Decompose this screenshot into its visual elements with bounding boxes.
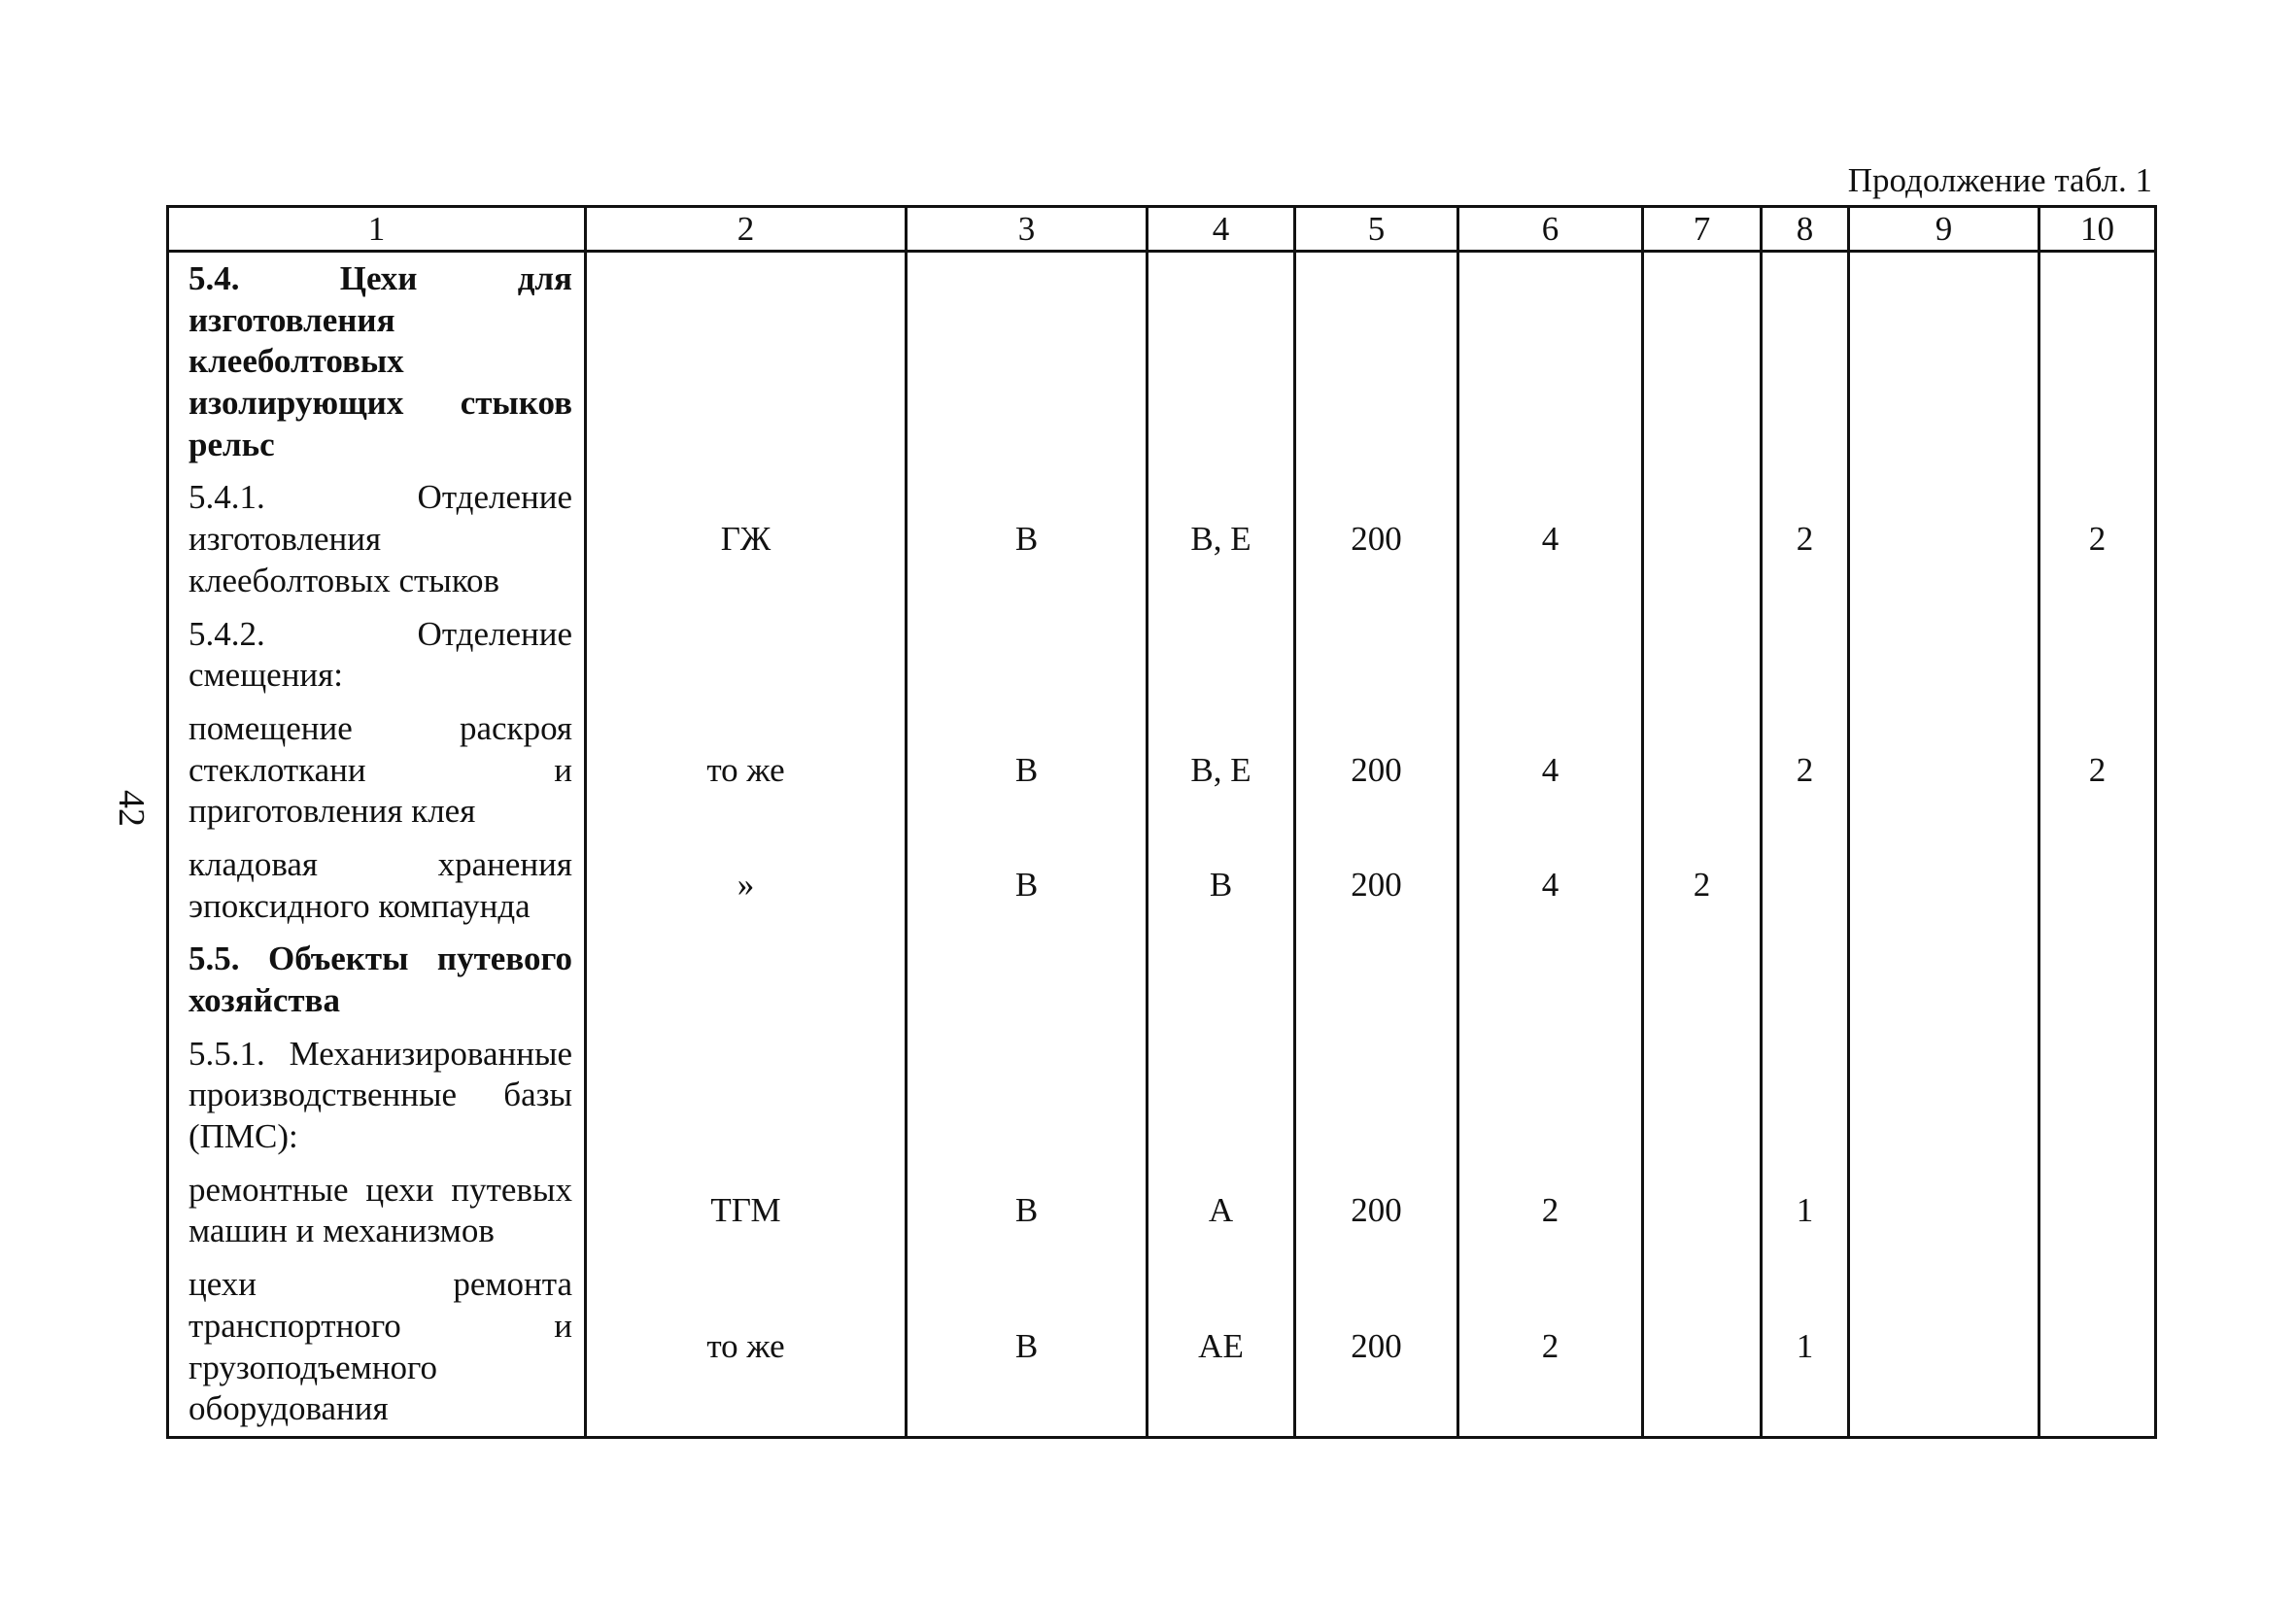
cell: 4 — [1458, 702, 1643, 838]
col-header-5: 5 — [1295, 207, 1458, 252]
cell: АЕ — [1148, 1258, 1295, 1437]
cell: В — [907, 1258, 1148, 1437]
table-row — [168, 933, 2156, 1027]
row-name-text: помещение раскроя стеклоткани и приготовления клея — [188, 708, 572, 831]
cell: то же — [586, 1258, 907, 1437]
col-header-10: 10 — [2039, 207, 2156, 252]
cell: 200 — [1295, 1258, 1458, 1437]
cell — [2039, 1258, 2156, 1437]
cell — [1643, 252, 1762, 472]
col-header-8: 8 — [1762, 207, 1849, 252]
table-row — [168, 1164, 2156, 1258]
col-header-1: 1 — [168, 207, 586, 252]
page-number: 42 — [111, 790, 152, 827]
cell: 200 — [1295, 702, 1458, 838]
row-name — [168, 252, 586, 472]
row-name — [168, 1258, 586, 1437]
row-name — [168, 471, 586, 607]
cell — [1148, 608, 1295, 702]
cell: 200 — [1295, 471, 1458, 607]
row-name-text: ремонтные цехи путевых машин и механизмов — [188, 1170, 572, 1250]
cell — [907, 933, 1148, 1027]
row-name-text: 5.4.1. Отделение изготовления клееболтовых стыков — [188, 478, 572, 599]
cell — [1643, 1258, 1762, 1437]
cell — [1148, 252, 1295, 472]
cell: В — [907, 1164, 1148, 1258]
cell: 2 — [1458, 1164, 1643, 1258]
cell: 2 — [1643, 838, 1762, 933]
cell — [586, 933, 907, 1027]
row-name — [168, 608, 586, 702]
cell: 2 — [1762, 702, 1849, 838]
cell: В — [907, 838, 1148, 933]
cell — [2039, 838, 2156, 933]
cell — [1762, 933, 1849, 1027]
table-row — [168, 838, 2156, 933]
cell: 2 — [2039, 471, 2156, 607]
row-name — [168, 702, 586, 838]
row-name-text: 5.5. Объекты путевого хозяйства — [188, 940, 572, 1019]
cell — [1643, 471, 1762, 607]
cell — [1458, 608, 1643, 702]
cell: В, Е — [1148, 471, 1295, 607]
table-row — [168, 1028, 2156, 1164]
table-row — [168, 608, 2156, 702]
row-name-text: 5.4.2. Отделение смещения: — [188, 614, 572, 695]
cell: В — [907, 471, 1148, 607]
cell — [1295, 933, 1458, 1027]
requirements-table — [166, 205, 2157, 1439]
cell — [1849, 702, 2039, 838]
row-name — [168, 1164, 586, 1258]
row-name — [168, 1028, 586, 1164]
cell: 2 — [1458, 1258, 1643, 1437]
cell: 4 — [1458, 471, 1643, 607]
row-name — [168, 838, 586, 933]
cell — [1643, 933, 1762, 1027]
cell — [2039, 933, 2156, 1027]
cell: 2 — [1762, 471, 1849, 607]
cell — [1849, 1028, 2039, 1164]
row-name-text: 5.5.1. Механизированные производственные базы (ПМС): — [188, 1034, 572, 1156]
cell — [1458, 252, 1643, 472]
cell — [1849, 933, 2039, 1027]
cell — [1643, 702, 1762, 838]
cell — [1295, 252, 1458, 472]
table-row — [168, 252, 2156, 472]
header-row — [168, 207, 2156, 252]
col-header-4: 4 — [1148, 207, 1295, 252]
cell — [1643, 1028, 1762, 1164]
cell — [907, 1028, 1148, 1164]
cell: 200 — [1295, 1164, 1458, 1258]
cell: А — [1148, 1164, 1295, 1258]
cell: то же — [586, 702, 907, 838]
cell: 200 — [1295, 838, 1458, 933]
col-header-3: 3 — [907, 207, 1148, 252]
cell — [586, 252, 907, 472]
cell: » — [586, 838, 907, 933]
cell — [1849, 1258, 2039, 1437]
cell: 2 — [2039, 702, 2156, 838]
col-header-6: 6 — [1458, 207, 1643, 252]
col-header-7: 7 — [1643, 207, 1762, 252]
row-name-text: цехи ремонта транспортного и грузоподъемного оборудования — [188, 1265, 572, 1428]
cell — [1295, 608, 1458, 702]
cell — [1849, 1164, 2039, 1258]
table-caption: Продолжение табл. 1 — [1847, 161, 2152, 199]
row-name-text: кладовая хранения эпоксидного компаунда — [188, 844, 572, 925]
cell — [907, 252, 1148, 472]
cell — [1762, 838, 1849, 933]
cell — [907, 608, 1148, 702]
cell — [1849, 838, 2039, 933]
col-header-9: 9 — [1849, 207, 2039, 252]
cell — [1849, 471, 2039, 607]
cell — [1849, 252, 2039, 472]
cell — [1643, 1164, 1762, 1258]
table-row — [168, 702, 2156, 838]
cell — [1762, 608, 1849, 702]
cell: В — [1148, 838, 1295, 933]
cell — [586, 608, 907, 702]
cell: ТГМ — [586, 1164, 907, 1258]
cell: В, Е — [1148, 702, 1295, 838]
table-row — [168, 471, 2156, 607]
cell — [1762, 252, 1849, 472]
cell: 1 — [1762, 1164, 1849, 1258]
cell — [1148, 933, 1295, 1027]
cell — [1643, 608, 1762, 702]
cell — [2039, 252, 2156, 472]
cell: ГЖ — [586, 471, 907, 607]
row-name-text: 5.4. Цехи для изготовления клееболтовых изолирующих стыков рельс — [188, 259, 572, 463]
table-row — [168, 1258, 2156, 1437]
cell: 4 — [1458, 838, 1643, 933]
cell: В — [907, 702, 1148, 838]
col-header-2: 2 — [586, 207, 907, 252]
cell — [1295, 1028, 1458, 1164]
cell — [2039, 608, 2156, 702]
cell — [1849, 608, 2039, 702]
cell — [1458, 1028, 1643, 1164]
cell: 1 — [1762, 1258, 1849, 1437]
cell — [586, 1028, 907, 1164]
row-name — [168, 933, 586, 1027]
cell — [2039, 1164, 2156, 1258]
cell — [1458, 933, 1643, 1027]
cell — [2039, 1028, 2156, 1164]
cell — [1762, 1028, 1849, 1164]
cell — [1148, 1028, 1295, 1164]
